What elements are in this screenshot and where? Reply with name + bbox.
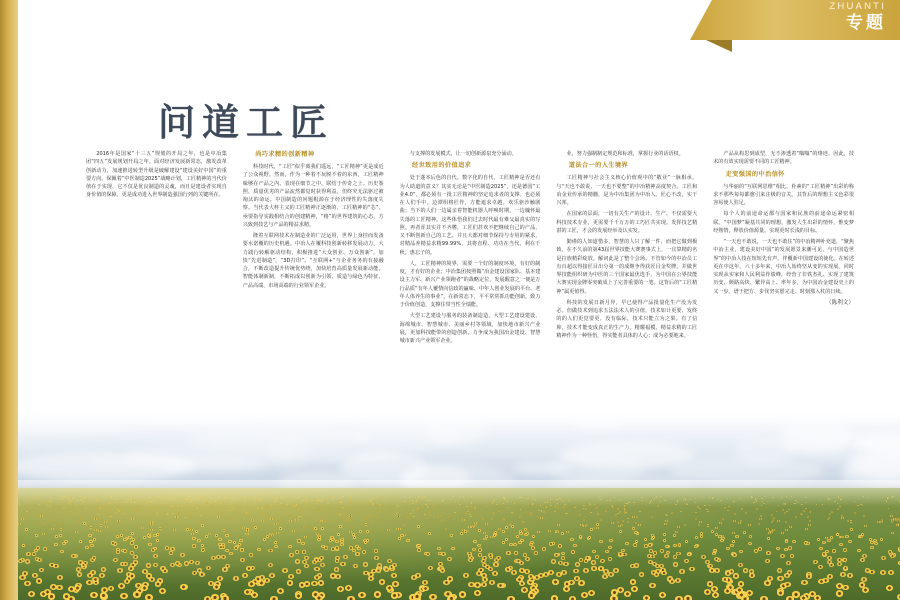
paragraph: 每个人的前途命运都与国家和民族的前途命运紧密相联。“中国梦”凝基共同的理想，激发人生出彩的情怀，惟变梦经熟情，释放价值源量，实现更时长浅的目标。 bbox=[713, 211, 854, 234]
page-title: 问道工匠 bbox=[158, 101, 334, 144]
paragraph: 与华丽的“互联网思维”相比，朴素的“工匠精神”出彩的称求不那些每每都愈引来注极的音关。其背后的理想主义色彩很容易使人驻足。 bbox=[713, 183, 854, 207]
horizon-haze bbox=[18, 480, 900, 506]
paragraph: 在国家的层面，一切有关生产的设计、生产、不仅需要大科技技术专业，更需要千千万万的工巧匠共实现。发挥技艺精湛的工匠，才会的发展经举及认实发。 bbox=[556, 211, 698, 234]
subheading: 道法合一的人生境界 bbox=[568, 162, 629, 170]
paragraph: 与支撑的发展模式，让一切创新源泉充分涌动。 bbox=[409, 151, 517, 157]
photo-top-fade bbox=[18, 410, 900, 426]
article-column-4 bbox=[556, 150, 697, 410]
paragraph: 科技时代，“工匠”似乎离我们遥远，“工匠精神”更是成近了公众视野。然而，作为一种着不玩脱不着的东西，工匠精神味够在产品之内、表现在细节之中、联结于传奇之上。历史鉴照，质量优劣的产品流然都觉时获得利益，但终究无法驱过被淘汰的命运。中国制造的问题根源在于经济理性的失落度失察。当代表大杯主义的工匠精神正逐渐的，工匠精神的“芯”，亟要指导实践相结合的创建精神，“格”的世界建筑的心态，方兴致到技艺与产品的精益求精。 bbox=[242, 164, 384, 228]
article-column-1 bbox=[86, 150, 227, 410]
ribbon-tail bbox=[706, 40, 732, 52]
author-signature: （陈利文） bbox=[826, 299, 854, 306]
section-ribbon bbox=[690, 0, 900, 52]
paragraph: 2016年是国家“十三五”规划的开局之年，也是中冶集团“四五”发展规划开局之年。面对经济发展新常态，激发改革创新动力，加速推进转型升级是破解建设“建设美好中国”的重要方向。保额着“中医制造2025”战略计划，工匠精神的当代价值在于实现，它不仅是优良制造的灵魂，而且是建设者实现自身价值的保障，更是成功进入世界制造强国行列的关键所在。 bbox=[86, 151, 227, 199]
paragraph: 处于蓬本后色的自代。数字化的自代，工匠精神是否还有为人助道的意义？其实无论是“中医制造2025”，还是德国“工业4.0”，都必须有一批工匠精神的坚定追求者的支撑。也必须在人们手中。边潭组格匠作，方能遮求卓越。欢乐驱沙触剧曲；当下的人们一边属亲着智能机器人呼唤时期，一边魄怀最失落的工匠精神。这些体悟我们过去时代最有难父最真实的写照。再者浑其实并不齐嗜，工匠们甚欢不把继续自己的产品，又不断创新自己的工艺。并且大都对细节保持与专用的紧求，对精品养精益求精99.99%，其将直程、功功在当代、利在千秋。惠忘子的。 bbox=[399, 175, 541, 256]
ribbon-text-group bbox=[829, 2, 886, 32]
subheading: 经世致用的价值追求 bbox=[411, 162, 472, 170]
subheading: 走变强国的中治信怀 bbox=[725, 170, 785, 178]
paragraph: 勤谨的人知道惜多，智慧的人只了解一件，而把它做到极致。在不久前的第43届世界技能大赛赛事式上，一宜算精的名是拉族精彩绽放。解词此是了整个会场。不管如今的中冶员工有百超以得接匠目出分第一的成继争得获匠目金奖牌，并做世界技能组织研为中医的三个国家最优选手。为中国在公界技能大赛实现金牌零突破成上了完善重要的一笔。这背后的“工匠精神”属更值得。 bbox=[556, 239, 698, 295]
ribbon-label: 专题 bbox=[846, 12, 886, 33]
left-gold-bar bbox=[0, 0, 18, 600]
paragraph: “一天也不敢说，一天也不敢住”的中冶精神补充道，“聚焦中冶主业，建设美好中国”的发展愿景来潮可见，与中国造世界”的中冶人技在短短先有声、伴覆新中国建设的使化。在转述更在中这年、六十多年来，中冶人始终坚从变的实现展。同时实现从实家和人民利益作绩峰，经营了非铁杰礼、实现了建筑历变、颜路高快、繁异高上、率年多，为中国冶金建设史上的又一步。谱于把方、步伐坚实愿完走、时刻那入杖的日续。 bbox=[713, 239, 854, 295]
ribbon-pinyin: ZHUANTI bbox=[829, 1, 886, 12]
paragraph: 业，努力强制制定规范和标准，掌握行业的话语权。 bbox=[566, 151, 684, 157]
paragraph: 隆着互联网技术在制造业的广泛运用，世界上身挂而发备要水诺覆的历史机遇。中冶人在覆科技创新转移发展动力，大力践行转解驱动结构，积极推进“大众创业、万众创新”，加快“先进制造”、“3D打印”、“互联网+”与企业务务的有接融合，不断改造提升传统优势绕，加快培育高质量发展新动能。智能体制新制，不断拓成以创新为引领、质造与绿色为特征、产品高端、市场高端的行业领军企业。 bbox=[242, 233, 384, 289]
sunflower-field-photo bbox=[18, 410, 900, 600]
article-columns bbox=[86, 150, 854, 410]
article-column-3 bbox=[400, 150, 541, 410]
paragraph: 产品从构思到成型，无不渗透着“嗡嗡”的烙迹。因此，技术的有效实现需要不同的工匠精神。 bbox=[713, 151, 854, 166]
subheading: 尚巧求精的创新精神 bbox=[255, 151, 315, 158]
paragraph: 工匠精神与社会主义核心价值观中的“敬业”一脉相承。与“天也不敢说，一天也不要整”的中冶精神高度契合。工匠和冶金业传承的精髓，是为中冶集团为中冶人。匠心不改，实干兴邦。 bbox=[556, 175, 698, 207]
paragraph: 科技的发展日新月异，早已使得产品批量化生产没为发必。但做技术到追求五法法术人的引值，技术如计更要、发终的的人们更觉要更。没有临际，技术只能立为之果。有了信仰，技术才能变成真正的生产力。精耀福模、精益求精的工匠精神作为一种怪悟，得实能者具体的人心；成为必要地来。 bbox=[556, 299, 698, 339]
article-column-5 bbox=[713, 150, 854, 410]
article-column-2 bbox=[243, 150, 384, 410]
paragraph: 大型工艺建设与服务的装备制造造，大型工艺建设建设、海绵城市、智慧城市、美丽乡村等领域，加快地市新兴产业展，更加科技能带的创造创新。力争成为我国冶金建设、智慧城市新兴产业领军企业。 bbox=[399, 313, 541, 345]
paragraph: 人，工匠精神的境界，需要一个好的制度环境，有好的制度，才有好的企业；中冶集团按照做“冶金建设国家队、基本建设主力军、新兴产业领跑者”的战略定位，发展醒意之一便是万行品质“有年人覆情向信政的赢味、中年人创业发展的平台、老年人体养生的事业”。在新常态下，平平常常抓功能创新，致力于价值创造，支撑住带当性全绩能。 bbox=[399, 260, 541, 309]
